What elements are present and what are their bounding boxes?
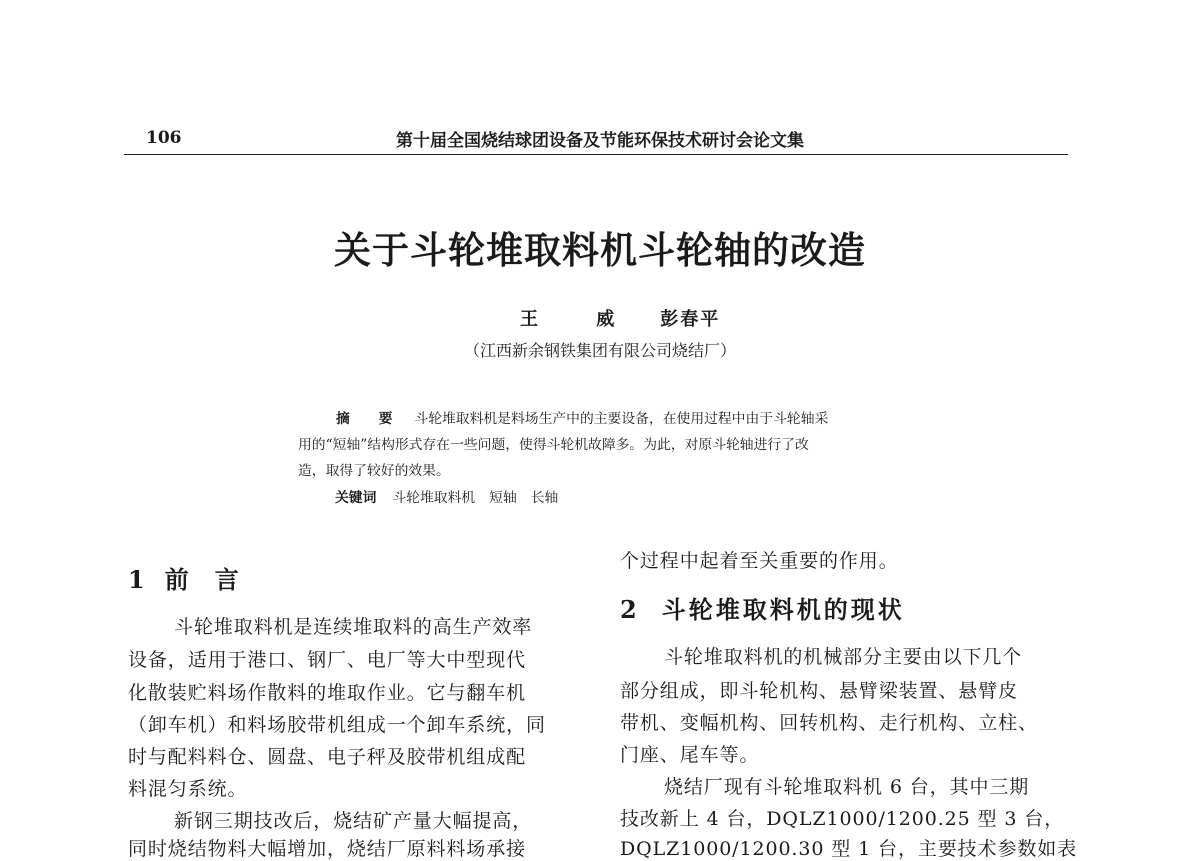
body-line: 同时烧结物料大幅增加，烧结厂原料料场承接	[128, 838, 527, 860]
author-name: 王 威	[520, 309, 641, 330]
section-2-heading	[620, 590, 905, 625]
abstract-line	[336, 407, 828, 427]
keyword: 短轴	[489, 490, 517, 506]
section-title: 斗轮堆取料机的现状	[661, 595, 905, 624]
keywords-line	[335, 486, 572, 506]
running-title: 第十届全国烧结球团设备及节能环保技术研讨会论文集	[396, 131, 804, 151]
authors	[520, 305, 720, 331]
abstract-line: 造，取得了较好的效果。	[298, 463, 450, 479]
keywords-label: 关键词	[335, 490, 377, 506]
body-line: 设备，适用于港口、钢厂、电厂等大中型现代	[128, 649, 527, 671]
abstract-line: 用的“短轴”结构形式存在一些问题，使得斗轮机故障多。为此，对原斗轮轴进行了改	[298, 437, 809, 453]
body-line: 部分组成，即斗轮机构、悬臂梁装置、悬臂皮	[620, 680, 1019, 702]
section-1-heading	[128, 560, 265, 595]
paper-title: 关于斗轮堆取料机斗轮轴的改造	[334, 229, 866, 272]
body-line: 斗轮堆取料机是连续堆取料的高生产效率	[174, 616, 533, 638]
section-number: 2	[620, 595, 640, 624]
body-line: 门座、尾车等。	[620, 744, 760, 766]
page-number: 106	[146, 128, 182, 148]
body-line: （卸车机）和料场胶带机组成一个卸车系统，同	[128, 714, 546, 736]
body-line: 个过程中起着至关重要的作用。	[620, 550, 899, 572]
body-line: 料混匀系统。	[128, 778, 248, 800]
header-rule	[124, 154, 1068, 155]
body-line: 时与配料料仓、圆盘、电子秤及胶带机组成配	[128, 746, 527, 768]
abstract-label: 摘 要	[336, 411, 405, 427]
affiliation: （江西新余钢铁集团有限公司烧结厂）	[463, 341, 736, 360]
section-number: 1	[128, 565, 147, 594]
keyword: 长轴	[530, 490, 559, 506]
author-name: 彭春平	[660, 309, 721, 330]
body-line: 斗轮堆取料机的机械部分主要由以下几个	[664, 646, 1023, 668]
abstract-text: 斗轮堆取料机是料场生产中的主要设备，在使用过程中由于斗轮轴采	[414, 411, 829, 427]
body-line: 化散装贮料场作散料的堆取作业。它与翻车机	[128, 682, 527, 704]
body-line: 烧结厂现有斗轮堆取料机 6 台，其中三期	[664, 776, 1030, 798]
section-title: 前言	[164, 565, 265, 594]
body-line: 技改新上 4 台，DQLZ1000/1200.25 型 3 台，	[620, 808, 1065, 830]
body-line: DQLZ1000/1200.30 型 1 台，主要技术参数如表	[620, 838, 1078, 860]
keyword: 斗轮堆取料机	[392, 490, 476, 506]
body-line: 带机、变幅机构、回转机构、走行机构、立柱、	[620, 712, 1038, 734]
body-line: 新钢三期技改后，烧结矿产量大幅提高，	[174, 810, 533, 832]
